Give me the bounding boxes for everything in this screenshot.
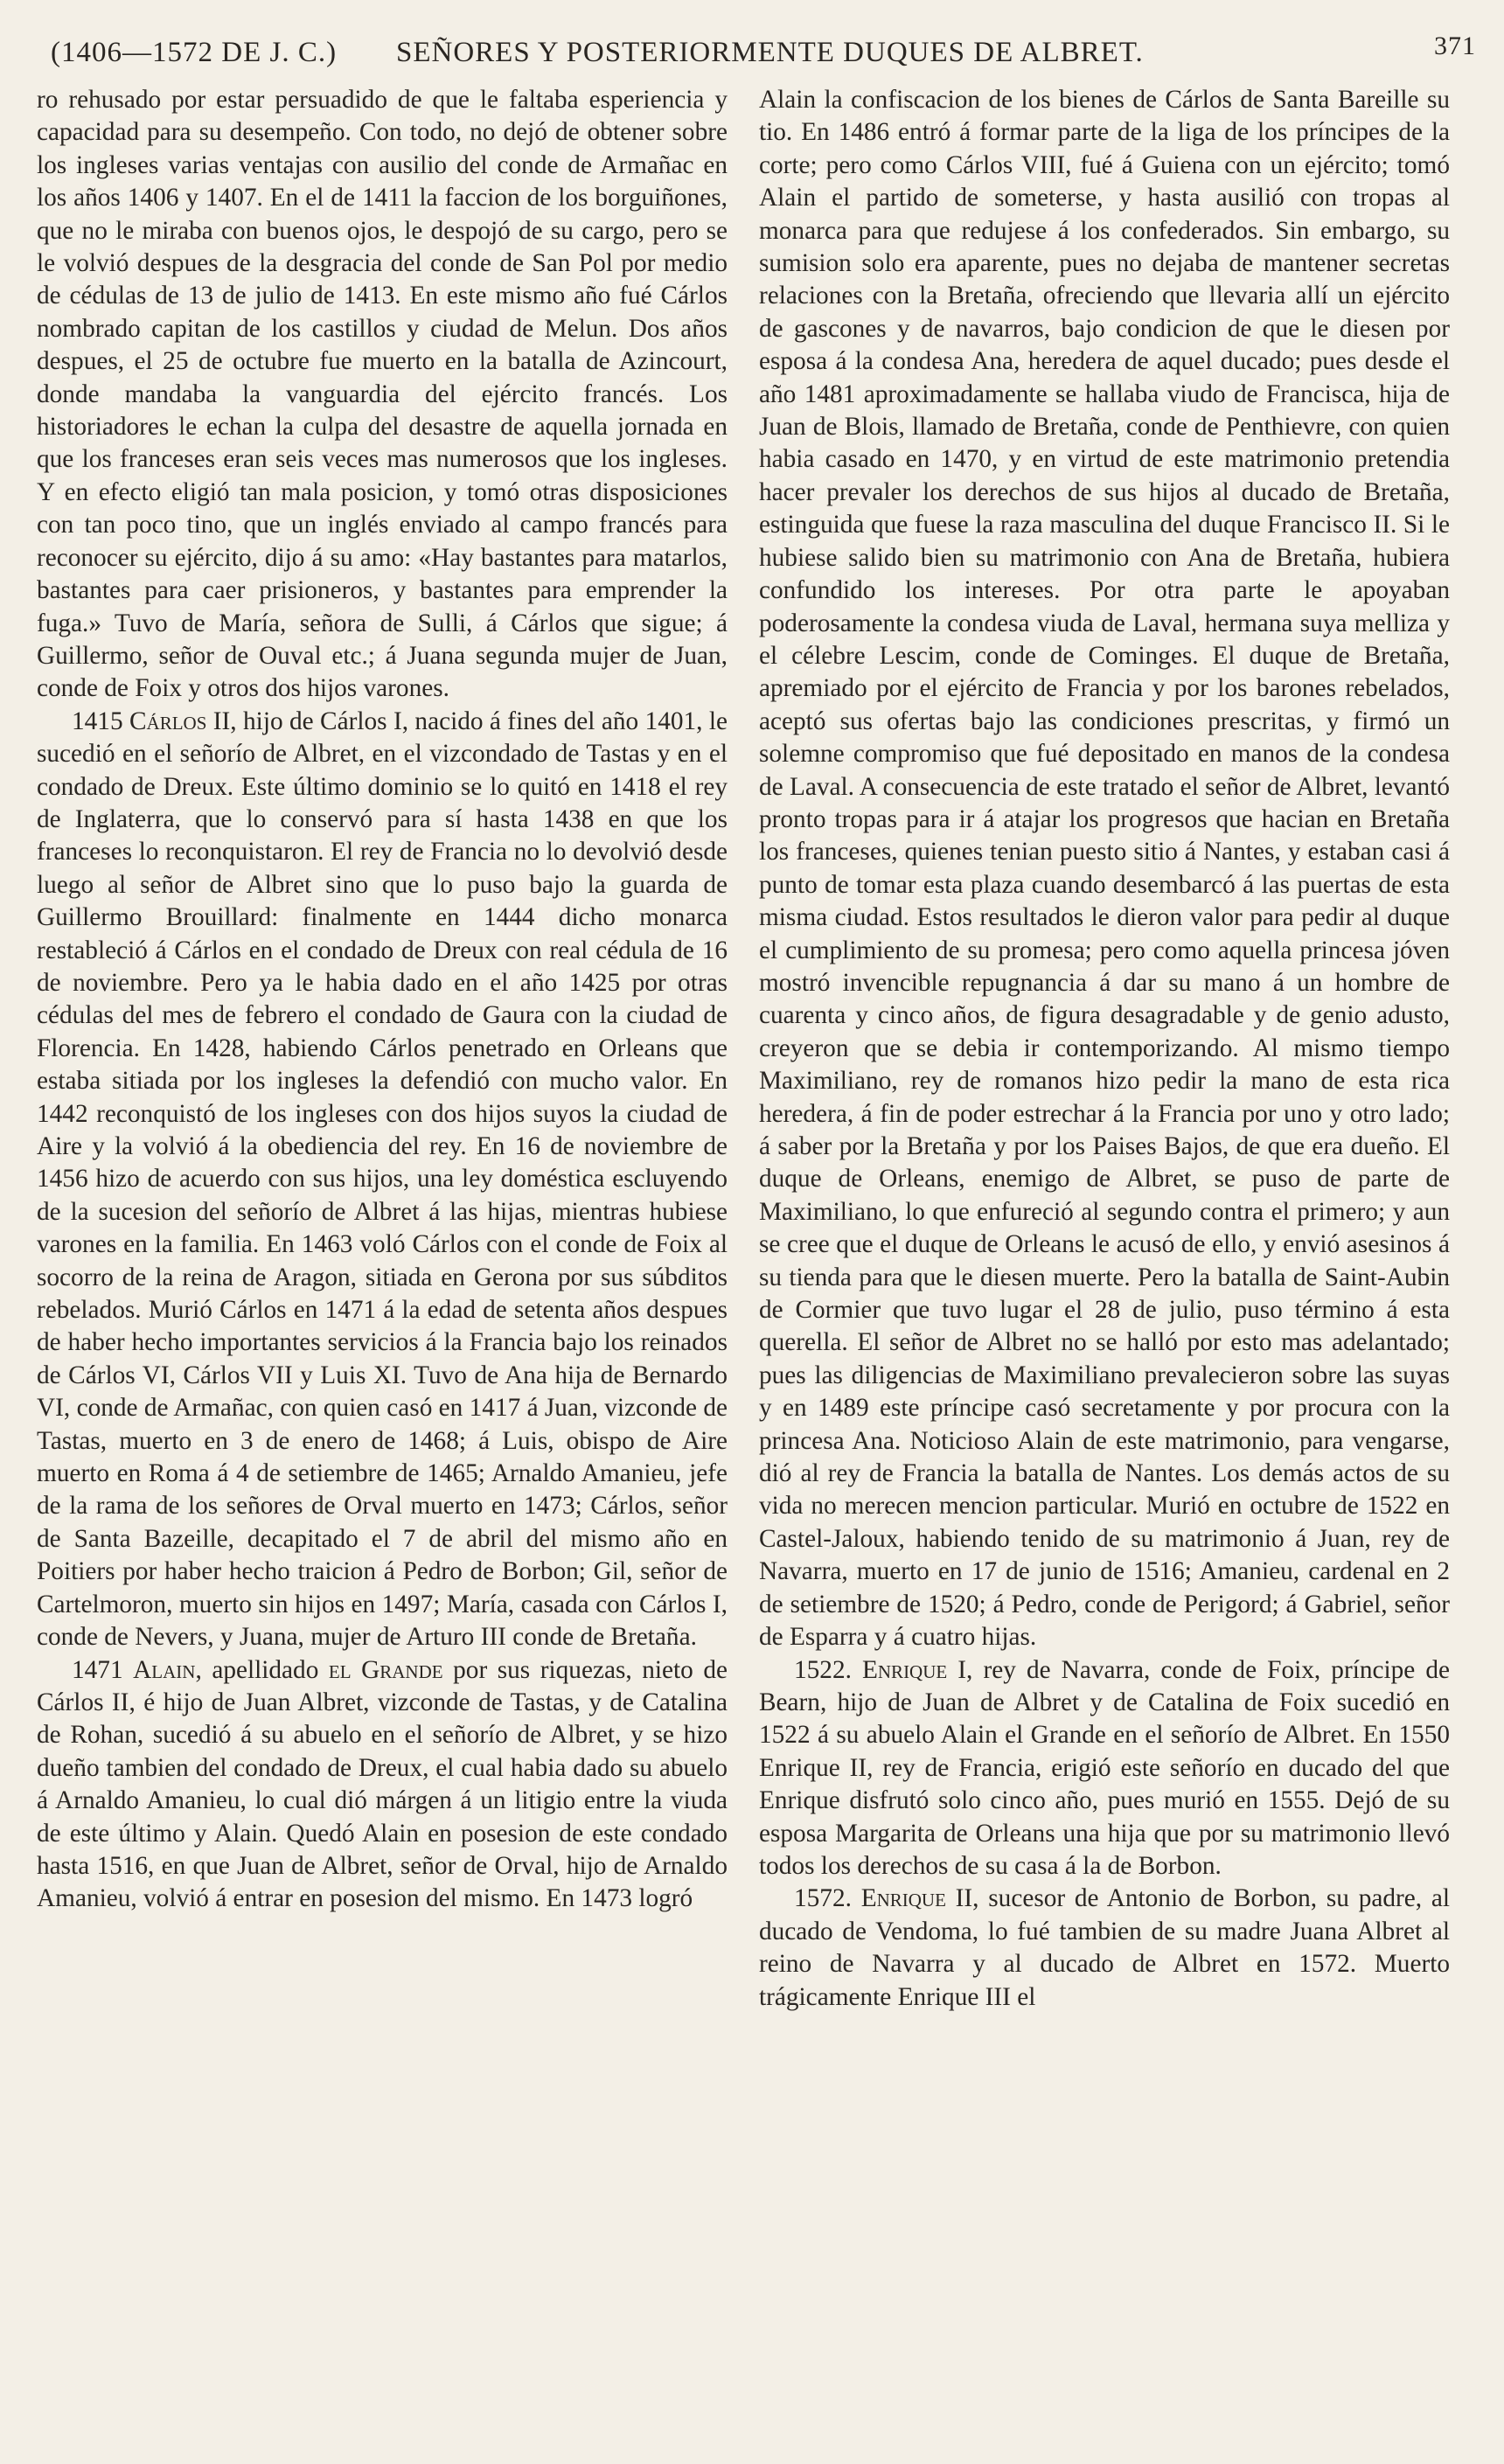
entry-carlos-ii xyxy=(37,706,728,1654)
entry-text-mid: apellidado xyxy=(212,1655,319,1684)
entry-enrique-i xyxy=(759,1654,1450,1883)
entry-text: rey de Navarra, conde de Foix, príncipe de Bearn, hijo de Juan de Albret y de Catalina de Foix sucedió en 1522 á su abuelo Alain el Grande en el señorío de Albret. En 1550 Enrique II, rey de Francia, erigió este señorío en ducado del que Enrique disfrutó solo cinco año, pues murió en 1555. Dejó de su esposa Margarita de Orleans una hija que por su matrimonio llevó todos los derechos de su casa á la de Borbon. xyxy=(759,1655,1451,1880)
entry-alain xyxy=(37,1654,728,1916)
header-date-range: (1406—1572 DE J. C.) xyxy=(51,37,338,68)
entry-year: 1572. xyxy=(794,1884,852,1913)
entry-epithet: el Grande xyxy=(328,1655,443,1684)
paragraph-carlos-i-continued: ro rehusado por estar persuadido de que le faltaba esperiencia y capacidad para su desempeño. Con todo, no dejó de obtener sobre los ingleses varias ventajas con ausilio del conde de Armañac en los años 1406 y 1407. En el de 1411 la faccion de los borguiñones, que no le miraba con buenos ojos, le despojó de su cargo, pero se le volvió despues de la desgracia del conde de San Pol por medio de cédulas de 13 de julio de 1413. En este mismo año fué Cárlos nombrado capitan de los castillos y ciudad de Melun. Dos años despues, el 25 de octubre fue muerto en la batalla de Azincourt, donde mandaba la vanguardia del ejército francés. Los historiadores le echan la culpa del desastre de aquella jornada en que los franceses eran seis veces mas numerosos que los ingleses. Y en efecto eligió tan mala posicion, y tomó otras disposiciones con tan poco tino, que un inglés enviado al campo francés para reconocer su ejército, dijo á su amo: «Hay bastantes para matarlos, bastantes para caer prisioneros, y bastantes para emprender la fuga.» Tuvo de María, señora de Sulli, á Cárlos que sigue; á Guillermo, señor de Ouval etc.; á Juana segunda mujer de Juan, conde de Foix y otros dos hijos varones. xyxy=(37,86,728,703)
entry-name: Enrique I, xyxy=(862,1655,973,1684)
entry-year: 1471 xyxy=(72,1655,123,1684)
entry-year: 1522. xyxy=(794,1655,852,1684)
entry-enrique-ii xyxy=(759,1883,1450,2014)
entry-name: Alain, xyxy=(133,1655,202,1684)
entry-year: 1415 xyxy=(72,706,123,735)
entry-text: hijo de Cárlos I, nacido á fines del año 1401, le sucedió en el señorío de Albret, en el vizcondado de Tastas y en el condado de Dreux. Este último dominio se lo quitó en 1418 el rey de Inglaterra, que lo conservó para sí hasta 1438 en que los franceses lo reconquistaron. El rey de Francia no lo devolvió desde luego al señor de Albret sino que lo puso bajo la guarda de Guillermo Brouillard: finalmente en 1444 dicho monarca restableció á Cárlos en el condado de Dreux con real cédula de 16 de noviembre. Pero ya le habia dado en el año 1425 por otras cédulas del mes de febrero el condado de Gaura con la ciudad de Florencia. En 1428, habiendo Cárlos penetrado en Orleans que estaba sitiada por los ingleses la defendió con mucho valor. En 1442 reconquistó de los ingleses con dos hijos suyos la ciudad de Aire y la volvió á la obediencia del rey. En 16 de noviembre de 1456 hizo de acuerdo con sus hijos, una ley doméstica escluyendo de la sucesion del señorío de Albret á las hijas, mientras hubiese varones en la familia. En 1463 voló Cárlos con el conde de Foix al socorro de la reina de Aragon, sitiada en Gerona por sus súbditos rebelados. Murió Cárlos en 1471 á la edad de setenta años despues de haber hecho importantes servicios á la Francia bajo los reinados de Cárlos VI, Cárlos VII y Luis XI. Tuvo de Ana hija de Bernardo VI, conde de Armañac, con quien casó en 1417 á Juan, vizconde de Tastas, muerto en 3 de enero de 1468; á Luis, obispo de Aire muerto en Roma á 4 de setiembre de 1465; Arnaldo Amanieu, jefe de la rama de los señores de Orval muerto en 1473; Cárlos, señor de Santa Bazeille, decapitado el 7 de abril del mismo año en Poitiers por haber hecho traicion á Pedro de Borbon; Gil, señor de Cartelmoron, muerto sin hijos en 1497; María, casada con Cárlos I, conde de Nevers, y Juana, mujer de Arturo III conde de Bretaña. xyxy=(37,706,728,1652)
running-header xyxy=(51,31,1476,79)
left-column xyxy=(37,84,728,1916)
paragraph-alain-continued: Alain la confiscacion de los bienes de Cárlos de Santa Bareille su tio. En 1486 entró á formar parte de la liga de los príncipes de la corte; pero como Cárlos VIII, fué á Guiena con un ejército; tomó Alain el partido de someterse, y hasta ausilió con tropas al monarca para que redujese á los confederados. Sin embargo, su sumision solo era aparente, pues no dejaba de mantener secretas relaciones con la Bretaña, ofreciendo que llevaria allí un ejército de gascones y de navarros, bajo condicion de que le diesen por esposa á la condesa Ana, heredera de aquel ducado; pues desde el año 1481 aproximadamente se hallaba viudo de Francisca, hija de Juan de Blois, llamado de Bretaña, conde de Penthievre, con quien habia casado en 1470, y en virtud de este matrimonio pretendia hacer prevaler los derechos de sus hijos al ducado de Bretaña, estinguida que fuese la raza masculina del duque Francisco II. Si le hubiese salido bien su matrimonio con Ana de Bretaña, hubiera confundido los intereses. Por otra parte le apoyaban poderosamente la condesa viuda de Laval, hermana suya melliza y el célebre Lescim, conde de Cominges. El duque de Bretaña, apremiado por el ejército de Francia y por los barones rebelados, aceptó sus ofertas bajo las condiciones prescritas, y firmó un solemne compromiso que fué depositado en manos de la condesa de Laval. A consecuencia de este tratado el señor de Albret, levantó pronto tropas para ir á atajar los progresos que hacian en Bretaña los franceses, quienes tenian puesto sitio á Nantes, y estaban casi á punto de tomar esta plaza cuando desembarcó á las puertas de esta misma ciudad. Estos resultados le dieron valor para pedir al duque el cumplimiento de su promesa; pero como aquella princesa jóven mostró invencible repugnancia á dar su mano á un hombre de cuarenta y cinco años, de figura desagradable y de genio adusto, creyeron que se debia ir contemporizando. Al mismo tiempo Maximiliano, rey de romanos hizo pedir la mano de esta rica heredera, á fin de poder estrechar á la Francia por uno y otro lado; á saber por la Bretaña y por los Paises Bajos, de que era dueño. El duque de Orleans, enemigo de Albret, se puso de parte de Maximiliano, lo que enfureció al segundo contra el primero; y aun se cree que el duque de Orleans le acusó de ello, y envió asesinos á su tienda para que le diesen muerte. Pero la batalla de Saint-Aubin de Cormier que tuvo lugar el 28 de julio, puso término á esta querella. El señor de Albret no se halló por esto mas adelantado; pues las diligencias de Maximiliano prevalecieron sobre las suyas y en 1489 este príncipe casó secretamente y por procura con la princesa Ana. Noticioso Alain de este matrimonio, para vengarse, dió al rey de Francia la batalla de Nantes. Los demás actos de su vida no merecen mencion particular. Murió en octubre de 1522 en Castel-Jaloux, habiendo tenido de su matrimonio á Juan, rey de Navarra, muerto en 17 de junio de 1516; Amanieu, cardenal en 2 de setiembre de 1520; á Pedro, conde de Perigord; á Gabriel, señor de Esparra y á cuatro hijas. xyxy=(759,86,1450,1652)
page-number: 371 xyxy=(1434,31,1476,60)
entry-name: Cárlos II, xyxy=(129,706,237,735)
entry-name: Enrique II, xyxy=(860,1884,979,1913)
header-title: SEÑORES Y POSTERIORMENTE DUQUES DE ALBRET. xyxy=(396,37,1144,68)
right-column xyxy=(759,84,1450,2014)
entry-text: por sus riquezas, nieto de Cárlos II, é hijo de Juan Albret, vizconde de Tastas, y de Catalina de Rohan, sucedió á su abuelo en el señorío de Albret, y se hizo dueño tambien del condado de Dreux, el cual habia dado su abuelo á Arnaldo Amanieu, lo cual dió márgen á un litigio entre la viuda de este último y Alain. Quedó Alain en posesion de este condado hasta 1516, en que Juan de Albret, señor de Orval, hijo de Arnaldo Amanieu, volvió á entrar en posesion del mismo. En 1473 logró xyxy=(37,1655,728,1913)
entry-text: sucesor de Antonio de Borbon, su padre, al ducado de Vendoma, lo fué tambien de su madre Juana Albret al reino de Navarra y al ducado de Albret en 1572. Muerto trágicamente Enrique III el xyxy=(759,1884,1450,2011)
